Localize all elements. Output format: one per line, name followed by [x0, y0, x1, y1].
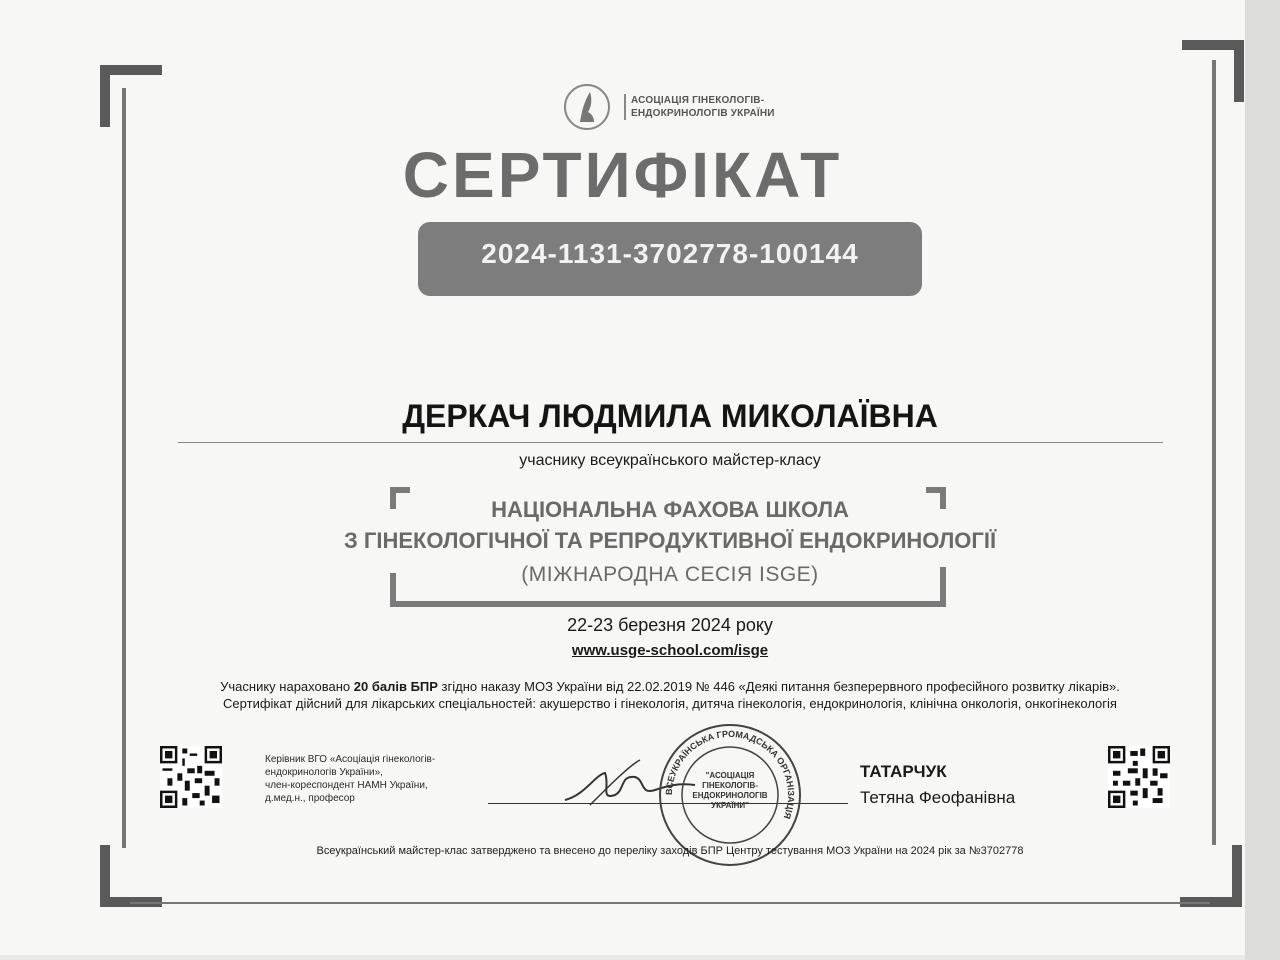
stamp-ring-text: ВСЕУКРАЇНСЬКА ГРОМАДСЬКА ОРГАНІЗАЦІЯ — [663, 728, 797, 821]
certificate-number: 2024-1131-3702778-100144 — [481, 238, 859, 269]
logo-line-2: ЕНДОКРИНОЛОГІВ УКРАЇНИ — [631, 108, 775, 119]
scan-edge — [1245, 0, 1280, 960]
logo-line-1: АСОЦІАЦІЯ ГІНЕКОЛОГІВ- — [631, 95, 765, 106]
event-url: www.usge-school.com/isge — [571, 642, 769, 659]
signer-first-names: Тетяна Феофанівна — [860, 788, 1016, 807]
stamp-line-2: ГІНЕКОЛОГІВ- — [702, 781, 758, 790]
stamp-line-1: "АСОЦІАЦІЯ — [705, 771, 755, 780]
head-of-association — [265, 753, 495, 805]
stamp-line-3: ЕНДОКРИНОЛОГІВ — [692, 791, 768, 800]
head-line-3: член-кореспондент НАМН України, — [265, 780, 428, 791]
course-title-line-3: (МІЖНАРОДНА СЕСІЯ ISGE) — [521, 563, 819, 586]
recipient-name: ДЕРКАЧ ЛЮДМИЛА МИКОЛАЇВНА — [402, 398, 938, 434]
frame-inner-bottom — [130, 902, 1210, 904]
course-title-line-2: З ГІНЕКОЛОГІЧНОЇ ТА РЕПРОДУКТИВНОЇ ЕНДОКРИНОЛОГІЇ — [343, 528, 997, 553]
event-dates: 22-23 березня 2024 року — [567, 615, 773, 635]
name-divider — [178, 442, 1163, 443]
course-title-line-1: НАЦІОНАЛЬНА ФАХОВА ШКОЛА — [491, 497, 849, 522]
corner-frame-top-left — [100, 65, 162, 127]
credit-points: 20 балів БПР — [353, 679, 438, 694]
association-name — [624, 94, 811, 120]
certificate-title: СЕРТИФІКАТ — [402, 139, 843, 211]
qr-code-right-icon — [1108, 746, 1170, 808]
head-line-4: д.мед.н., професор — [265, 793, 355, 804]
credit-info-rest: згідно наказу МОЗ України від 22.02.2019 № 446 «Деякі питання безперервного професійного розвитку лікарів». Сертифікат дійсний для лікарських спеціальностей: акушерство і гінекологія, дитяча гінекологія, ендокринологія, клінічна онкологія, онкогінекологія — [223, 679, 1120, 711]
association-emblem-icon — [562, 82, 612, 132]
stamp-line-4: УКРАЇНИ" — [711, 801, 749, 810]
head-line-2: ендокринологів України», — [265, 767, 383, 778]
head-line-1: Керівник ВГО «Асоціація гінекологів- — [265, 754, 436, 765]
qr-code-left-icon — [160, 746, 222, 808]
recipient-role: учаснику всеукраїнського майстер-класу — [519, 452, 821, 469]
association-logo — [558, 82, 798, 134]
signer-last-name: ТАТАРЧУК — [860, 762, 947, 781]
credit-info-prefix: Учаснику нараховано — [220, 679, 354, 694]
credit-info — [195, 678, 1145, 712]
approval-footer: Всеукраїнський майстер-клас затверджено та внесено до переліку заходів БПР Центру тестування МОЗ України на 2024 рік за №3702778 — [316, 845, 1024, 857]
